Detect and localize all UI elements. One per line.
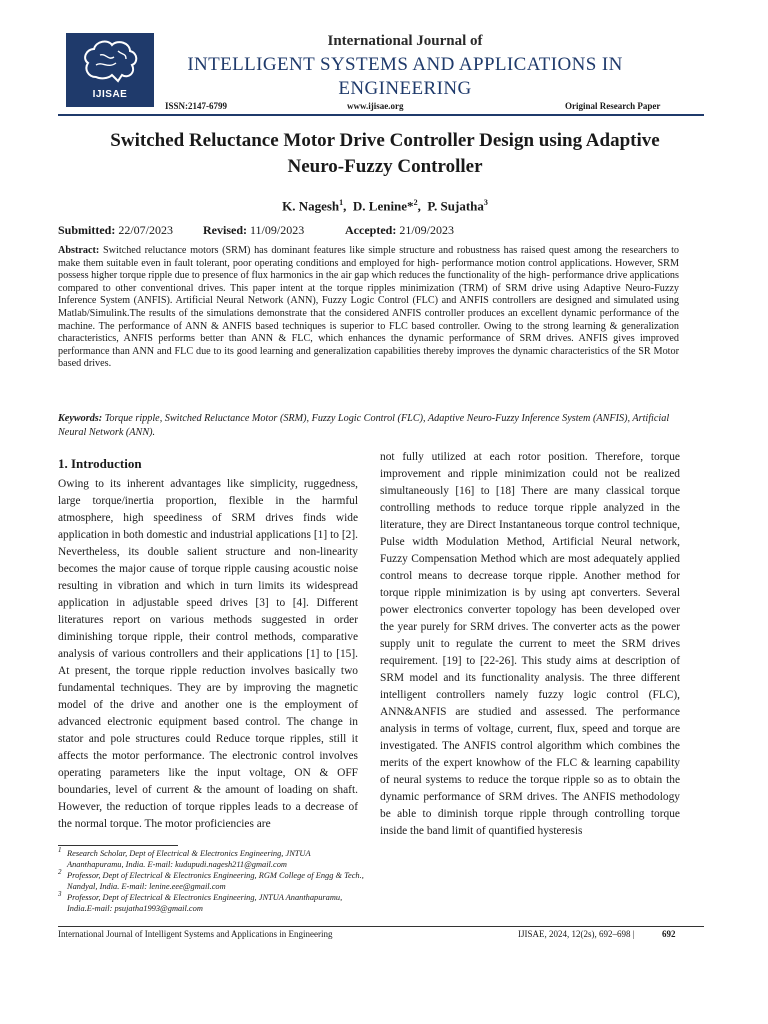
author-name: D. Lenine*	[352, 198, 414, 214]
author-mark: 2	[413, 198, 418, 207]
footnote-divider	[58, 845, 178, 846]
paper-title-line1: Switched Reluctance Motor Drive Controller Design using Adaptive	[110, 130, 660, 151]
brain-icon	[66, 33, 154, 89]
keywords-text: Torque ripple, Switched Reluctance Motor (SRM), Fuzzy Logic Control (FLC), Adaptive Neuro-Fuzzy Inference System (ANFIS), Artificial Neural Network (ANN).	[58, 413, 670, 438]
abstract-text: Switched reluctance motors (SRM) has dominant features like simple structure and robustness has raised quest among the researchers to make them suitable even in fault tolerant, poor operating conditions and employed for high- performance motion control applications. However, SRM possess higher torque ripple due to presence of flux harmonics in the air gap which reduces the functionality of the high- performance drive applications compared to other conventional drives. This paper intent at the torque ripples minimization (TRM) of SRM drive using Adaptive Neuro-Fuzzy Inference System (ANFIS). Artificial Neural Network (ANN), Fuzzy Logic Control (FLC) and ANFIS controllers are designed and simulated using Matlab/Simulink.The results of the simulations demonstrate that the considered ANFIS controller produces an excellent dynamic performance of the machine. The performance of ANN & ANFIS based techniques is superior to FLC based controller. Owing to the strong learning & generalization characteristics, ANFIS performs better than ANN & FLC, which enhances the dynamic performance of SRM drives. ANFIS gives improved performance than ANN and FLC due to its good learning and generalization capabilities thereby improves the dynamic characteristics of the SR Motor based drives.	[58, 245, 680, 370]
journal-website-link[interactable]: www.ijisae.org	[347, 101, 404, 111]
author-mark: 3	[483, 198, 488, 207]
journal-title-line2: ENGINEERING	[338, 78, 472, 99]
section-heading: 1. Introduction	[58, 456, 142, 471]
paper-title	[80, 128, 690, 180]
revised-date: Revised: 11/09/2023	[203, 223, 305, 237]
keywords-label: Keywords:	[58, 413, 103, 424]
paper-title-line2: Neuro-Fuzzy Controller	[287, 156, 483, 177]
author-name: K. Nagesh	[282, 198, 340, 214]
footer-divider	[58, 926, 704, 927]
abstract-label: Abstract:	[58, 245, 100, 256]
journal-pre-title: International Journal of	[327, 33, 483, 49]
accepted-date: Accepted: 21/09/2023	[345, 223, 454, 237]
body-text-left-column: Owing to its inherent advantages like simplicity, ruggedness, large torque/inertia proportion, flexible in the harmful atmosphere, high speediness of SRM drives finds wide application in both domestic and industrial applications [1] to [2]. Nevertheless, its double salient structure and non-linearity becomes the major cause of torque ripple causing acoustic noise resulting in vibration and which in turn limits its widespread application in adjustable speed drives [3] to [4]. Different literatures report on various methods suggested in order diminishing torque ripple, their control methods, comparative analysis of various controllers and their applications [1] to [15]. At present, the torque ripple reduction involves basically two fundamental techniques. They are by improving the magnetic model of the drive and another one is the employment of advanced electronic equipment based control. The change in stator and pole structures could Reduce torque ripples, still it affects the motor performance. The electronic control involves operating parameters like the input voltage, ON & OFF boundaries, level of current & the amount of loading on shaft. However, the reduction of torque ripples leads to a decrease of the normal torque. The motor proficiencies are	[58, 478, 358, 830]
footnote: 3 Professor, Dept of Electrical & Electronics Engineering, JNTUA Ananthapuramu, India.E-mail: psujatha1993@gmail.com	[58, 890, 343, 913]
header-divider	[58, 114, 704, 116]
journal-title-line1: INTELLIGENT SYSTEMS AND APPLICATIONS IN	[187, 54, 623, 75]
submitted-date: Submitted: 22/07/2023	[58, 223, 174, 237]
footnote: 2 Professor, Dept of Electrical & Electronics Engineering, RGM College of Engg & Tech., Nandyal, India. E-mail: lenine.eee@gmail.com	[58, 868, 364, 891]
body-text-right-column: not fully utilized at each rotor position. Therefore, torque improvement and ripple minimization could not be realized simultaneously [16] to [18] There are many classical torque controlling methods to reduce torque ripple analyzed in the literature, they are Direct Instantaneous torque control technique, Pulse width Modulation Method, Artificial Neural network, Fuzzy Compensation Method which are most adequately applied control means to decrease torque ripple. Another method for torque ripple minimization is by using apt converters. Several power electronics converter topology has been developed over the year purely for SRM drives. The converter acts as the power supply unit to regulate the current to meet the SRM drives requirement. [19] to [22-26]. This study aims at description of SRM model and its functionality analysis. The three different intelligent controllers namely fuzzy logic control (FLC), ANN&ANFIS are studied and assessed. The performance analysis in terms of voltage, current, flux, speed and torque are investigated. The ANFIS control algorithm which combines the merits of the expert knowhow of the FLC & learning capability of neural systems to reduce the torque ripple so as to obtain the dynamic performance of SRM drives. The ANFIS methodology be able to diminish torque ripple through controlling torque inside the band limit of quantified hysteresis	[380, 451, 680, 837]
journal-logo	[66, 33, 154, 107]
footer-citation: IJISAE, 2024, 12(2s), 692–698 |	[518, 929, 635, 939]
footer-journal-name: International Journal of Intelligent Systems and Applications in Engineering	[58, 929, 333, 939]
journal-title	[160, 53, 650, 101]
keywords	[58, 412, 679, 439]
footnote: 1 Research Scholar, Dept of Electrical & Electronics Engineering, JNTUA Ananthapuramu, India. E-mail: kudupudi.nagesh211@gmail.com	[58, 846, 311, 869]
footnotes	[58, 848, 368, 914]
abstract	[58, 245, 679, 371]
author-list: K. Nagesh$^1$, D. Lenine*$^2$, P. Sujatha$^3$	[282, 198, 488, 214]
issn: ISSN:2147-6799	[165, 101, 228, 111]
logo-text: IJISAE	[92, 89, 128, 100]
paper-type: Original Research Paper	[565, 101, 661, 111]
author-name: P. Sujatha	[427, 198, 484, 214]
author-mark: 1	[339, 198, 344, 207]
page-number: 692	[662, 929, 676, 939]
